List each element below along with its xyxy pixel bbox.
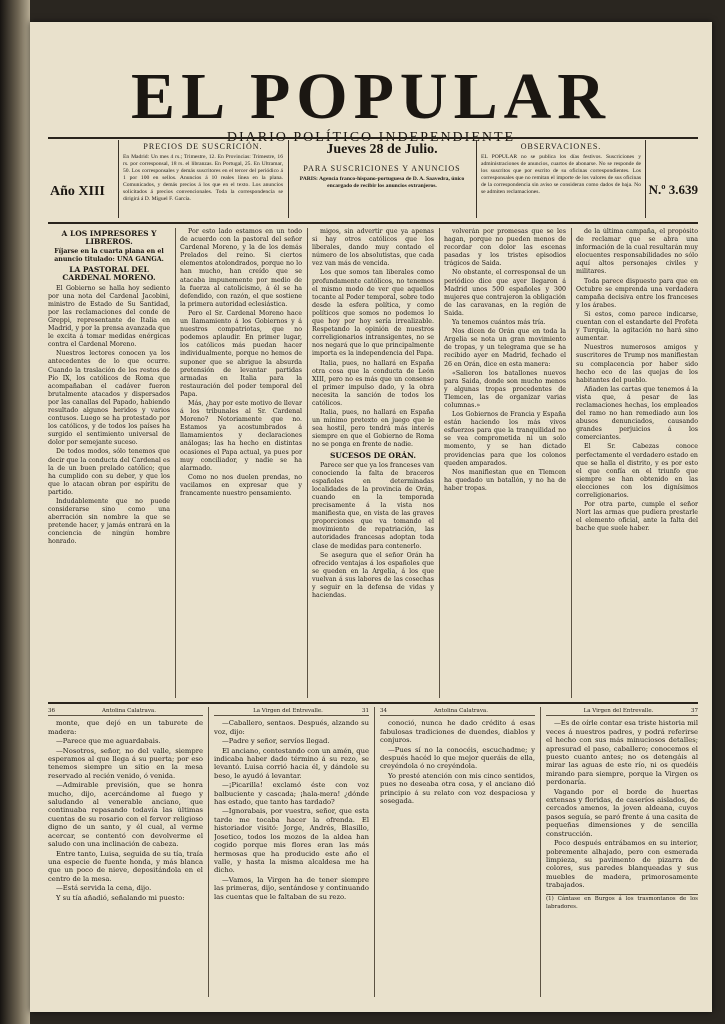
masthead bbox=[30, 62, 712, 146]
paragraph: —Ignorabais, por vuestra, señor, que esta tarde me tocaba hacer la ofrenda. El historiador visitó: Jorge, Andrés, Blasillo, Josetico, todos los mozos de la aldea han cogido porque mis flores eran las más hermosas que ha producido este año el valle, y hasta la misma alcaldesa me ha dicho. bbox=[214, 807, 369, 875]
paragraph: Italia, pues, no hallará en España otra cosa que la conducta de León XIII, pero no es más que un consenso el primer impulso dado, y la obra necesita la sanción de todos los católicos. bbox=[312, 359, 434, 407]
article-column-1 bbox=[48, 228, 170, 698]
paragraph: —¡Picarilla! exclamó éste con voz balbuciente y cascada; ¡hala-mera! ¿dónde has estado, que tanto has tardado? bbox=[214, 781, 369, 807]
paragraph: Yo presté atención con mis cinco sentidos, pues no deseaba otra cosa, y el anciano dió principio á su relato con voz despaciosa y sosegada. bbox=[380, 771, 535, 806]
paragraph: de la última campaña, el propósito de reclamar que se abra una información de la cual resultarán muy elocuentes responsabilidades no sólo aquí altos personajes civiles y militares. bbox=[576, 228, 698, 276]
paragraph: Por esto lado estamos en un todo de acuerdo con la pastoral del señor Cardenal Moreno, y la de los demás Prelados del reino. Si ciertos elementos atolondrados, porque no lo han mucho, han creído que se atacaba impunemente por medio de la fuerza al catolicismo, á él se ha defendido, con razón, el que sostiene la primera autoridad eclesiástica. bbox=[180, 228, 302, 308]
paragraph: Nuestros lectores conocen ya los antecedentes de lo que ocurre. Cuando la traslación de los restos de Pío IX, los católicos de Roma que acompañaban el cadáver fueron brutalmente atacados y dispersados por las canallas del Papado, habiendo resultado algunos heridos y varios contusos. Luego se ha protestado por los católicos, y de todos los países ha surgido el sentimiento universal de dolor por semejante suceso. bbox=[48, 350, 170, 447]
info-bar-rule bbox=[48, 222, 698, 224]
paragraph: —Admirable previsión, que se honra mucho, dijo, acercándome al fuego y saludando al venerable anciano, que continuaba repasando todavía las últimas cuentas de su rosario con el fervor religioso digno de un santo, y él cual, al verme acercar, se contentó con devolverme el saludo con una inclinación de cabeza. bbox=[48, 781, 203, 849]
paragraph: No obstante, el corresponsal de un periódico dice que ayer llegaron á Madrid unos 500 españoles y 300 mujeres que contrajeron la obligación de las caravanas, en la región de Saida. bbox=[444, 269, 566, 317]
paragraph: volverán por promesas que se les hagan, porque no pueden menos de recordar con dolor las escenas pasadas y los tristes episodios trágicos de Saida. bbox=[444, 228, 566, 268]
column-subheading: Fíjarse en la cuarta plana en el anuncio titulado: UNA GANGA. bbox=[54, 248, 164, 264]
folletin-page-number: 36 bbox=[48, 708, 55, 714]
newspaper-title: EL POPULAR bbox=[131, 60, 611, 133]
paragraph: —Parece que me aguardabais. bbox=[56, 737, 161, 746]
subscription-prices-title: PRECIOS DE SUSCRICIÓN. bbox=[143, 142, 263, 151]
article-columns bbox=[48, 228, 698, 698]
folletin-running-title: Antolina Calatrava. bbox=[102, 708, 156, 714]
folletin-header bbox=[48, 707, 203, 716]
paragraph: —Es de oírle contar esa triste historia mil veces á nuestros padres, y podrá referirse el hecho con sus más minuciosos detalles; apresurad el paso, caballero; conocemos el puesto cuanto antes; no os detengáis al mirar las aguas de este río, ni os quedéis mirando para siempre, porque la Virgen os perdonaría. bbox=[546, 719, 698, 787]
paragraph: monte, que dejó en un taburete de madera: bbox=[48, 719, 203, 736]
paragraph: Por otra parte, cumple el señor Nort las armas que pudiera prestarle el elemento oficial, ante la falta del bache que suele haber. bbox=[576, 501, 698, 533]
date-box bbox=[288, 140, 475, 218]
column-divider bbox=[208, 707, 209, 997]
column-heading-2: LA PASTORAL DEL CARDENAL MORENO. bbox=[62, 265, 156, 283]
paragraph: Entre tanto, Luisa, seguida de su tía, traía una especie de fuente honda, y más blanca que un poco de nieve, depositándola en el centro de la mesa. bbox=[48, 849, 203, 883]
folletin-column-1 bbox=[48, 707, 203, 997]
folletin-page-number: 34 bbox=[380, 708, 387, 714]
column-divider bbox=[175, 228, 176, 698]
observations-title: OBSERVACIONES. bbox=[520, 142, 602, 151]
paragraph: Poco después entrábamos en su interior, pobremente alhajado, pero con esmerada limpieza, su pavimento de pizarra de colores, sus paredes blanqueadas y sus muebles de madera, primorosamente trabajados. bbox=[546, 839, 698, 890]
paragraph: El Sr. Cabezas conoce perfectamente el verdadero estado en que se halla el distrito, y es por esto el que confía en el triunfo que siempre se han obtenido en las elecciones con los dignísimos correligionarios. bbox=[576, 443, 698, 499]
folletin-column-3 bbox=[380, 707, 535, 997]
column-divider bbox=[540, 707, 541, 997]
column-heading-2: SUCESOS DE ORÁN. bbox=[329, 450, 417, 460]
column-divider bbox=[307, 228, 308, 698]
advertising-text: PARIS: Agencia franco-hispano-portuguesa de D. A. Saavedra, único encargado de recibir los anuncios extranjeros. bbox=[299, 176, 465, 189]
paragraph: Más, ¿hay por este motivo de llevar á los tribunales al Sr. Cardenal Moreno? Notoriamente que no. Estamos ya acostumbrados á llamamientos y declaraciones análogas; las ha hecho en distintas ocasiones el Papa actual, ya pues por muy conciliador, y nadie se ha alarmado. bbox=[180, 399, 302, 472]
folletin-running-title: La Virgen del Entrevalle. bbox=[253, 708, 323, 714]
article-column-2 bbox=[180, 228, 302, 698]
paragraph: Como no nos duelen prendas, no vacilamos en expresar que y francamente nuestro pensamiento. bbox=[180, 473, 302, 497]
column-divider bbox=[439, 228, 440, 698]
paragraph: —Nosotros, señor, no del valle, siempre esperamos al que llega á su puerta; por eso tenemos siempre un sitio en la mesa reservado al recién venido, ó venida. bbox=[48, 746, 203, 780]
paragraph: Nos dicen de Orán que en toda la Argelia se nota un gran movimiento de tropas, y un telegrama que se ha recibido ayer en Madrid, fechado el 26 en Orán, dice en esta manera: bbox=[444, 328, 566, 368]
folletin-page-number: 31 bbox=[361, 708, 369, 714]
newspaper-page bbox=[30, 22, 712, 1012]
advertising-title: PARA SUSCRICIONES Y ANUNCIOS bbox=[303, 164, 461, 173]
paragraph: De todos modos, sólo tenemos que decir que la conducta del Cardenal es la de un buen prelado católico; que ha cumplido con su deber, y que los que lo atacan obran por espíritu de partido. bbox=[48, 448, 170, 496]
paragraph: El Gobierno se halla hoy sediento por una nota del Cardenal Jacobini, ministro de Estado de Su Santidad, por las reclamaciones del conde de Greppi, representante de Italia en Madrid, y por la prensa avanzada que le excita á tomar medidas enérgicas contra el Cardenal Moreno. bbox=[48, 284, 170, 349]
paragraph: Toda parece dispuesto para que en Octubre se emprenda una verdadera campaña decisiva entre los franceses y los árabes. bbox=[576, 277, 698, 309]
paragraph: conoció, nunca he dado crédito á esas fabulosas tradiciones de duendes, diablos y conjuros. bbox=[380, 719, 535, 745]
paragraph: Y su tía añadió, señalando mi puesto: bbox=[56, 893, 185, 902]
paragraph: «Salieron los batallones nuevos para Saida, donde son mucho menos y algunas tropas procedentes de Tlemcen, las de organizar varias columnas.» bbox=[444, 369, 566, 409]
paragraph: Nos manifiestan que en Tlemcen ha quedado un batallón, y no ha de haber tropas. bbox=[444, 468, 566, 492]
article-column-5 bbox=[576, 228, 698, 698]
year-label: Año XIII bbox=[50, 184, 105, 199]
folletin-running-title: Antolina Calatrava. bbox=[434, 708, 488, 714]
folletin-page-number: 37 bbox=[690, 708, 698, 714]
folletin-section bbox=[48, 707, 698, 1007]
article-column-3 bbox=[312, 228, 434, 698]
paragraph: —Padre y señor, servíos llegad. bbox=[222, 737, 330, 746]
paragraph: —Pues sí no la conocéis, escuchadme; y después hacéd lo que mejor queráis de ella, creyéndola ó no creyéndola. bbox=[380, 745, 535, 771]
paragraph: Los que somos tan liberales como profundamente católicos, no tenemos el mismo modo de ver que aquellos tocante al Poder temporal, sobre todo desde la esfera política, y como políticos que somos no podemos lo que hoy por hoy sería irrealizable. Respetando la opinión de nuestros correligionarios intransigentes, no se nos negará que lo que principalmente importa es la independencia del Papa. bbox=[312, 269, 434, 358]
paragraph: —Está servida la cena, dijo. bbox=[56, 884, 152, 893]
folletin-header bbox=[214, 707, 369, 716]
folletin-rule bbox=[48, 702, 698, 704]
observations-text: EL POPULAR no se publica los días festivos. Suscriciones y administraciones de anuncios, cuartos de abonarse. No se responde de los suscritos que por escrito de su oficinas correspondientes. Los corresponsales que no remitan el importe de los valores de sus oficinas de la correspondencia sin aviso se consideran como dados de baja. No se admiten reclamaciones. bbox=[481, 154, 641, 195]
paragraph: —Vamos, la Virgen ha de tener siempre las primeras, dijo, sentándose y continuando las cuentas que le faltaban de su rezo. bbox=[214, 875, 369, 901]
column-divider bbox=[571, 228, 572, 698]
column-heading: A LOS IMPRESORES Y LIBREROS. bbox=[61, 229, 157, 247]
paragraph: Los Gobiernos de Francia y España están haciendo los más vivos esfuerzos para que la tranquilidad no se vea comprometida ni un solo momento, y se han dictado providencias para que los colonos queden amparados. bbox=[444, 411, 566, 467]
subscription-prices-box bbox=[118, 140, 287, 218]
folletin-running-title: La Virgen del Entrevalle. bbox=[583, 708, 654, 714]
issue-date: Jueves 28 de Julio. bbox=[326, 142, 438, 157]
paragraph: Indudablemente que no puede considerarse sino como una aberración sin nombre la que se pretende hacer, y jamás entrará en la conciencia de ningún hombre honrado. bbox=[48, 498, 170, 546]
footnote: (1) Cántase en Burgos á los trasmontanos de los labradores. bbox=[546, 895, 698, 910]
column-divider bbox=[374, 707, 375, 997]
paragraph: Ya tenemos cuántos más tría. bbox=[452, 319, 546, 327]
folletin-column-4 bbox=[546, 707, 698, 997]
book-spine bbox=[0, 0, 30, 1024]
masthead-rule bbox=[48, 137, 698, 139]
paragraph: El anciano, contestando con un amén, que indicaba haber dado término á su rezo, se levantó. Luisa corrió hacia él, y dándole su beso, le ayudó á levantar. bbox=[214, 746, 369, 780]
paragraph: Si estos, como parece indicarse, cuentan con el estandarte del Profeta y Turquía, la agitación no hará sino aumentar. bbox=[576, 310, 698, 343]
newspaper-subtitle: DIARIO POLÍTICO INDEPENDIENTE bbox=[226, 130, 516, 145]
issue-number: N.º 3.639 bbox=[648, 182, 698, 197]
folletin-header bbox=[546, 707, 698, 716]
paragraph: Italia, pues, no hallará en España un mínimo pretexto en juego que le sea hostil, pero tendrá más interés siempre en que el Gobierno de Roma no se ponga en frente de nadie. bbox=[312, 409, 434, 449]
folletin-header bbox=[380, 707, 535, 716]
info-bar bbox=[48, 140, 698, 220]
paragraph: Se asegura que el señor Orán ha ofrecido ventajas á los españoles que se queden en la Argelia, á los que vuelvan á sus labores de las cosechas y seguir en la defensa de vidas y haciendas. bbox=[312, 551, 434, 600]
subscription-prices-text: En Madrid: Un mes 4 rs.; Trimestre, 12. En Provincias: Trimestre, 16 rs. por corresponsal, 18 rs. el libranzas. En Portugal, 25. En Ultramar, 50. Los corresponsales y demás suscritores en el tercer del periódico á 1 por 100 en sellos. Anuncios á 10 reales línea en la plana. Comunicados, y demás precios á los que en el texto. Los anuncios solicitados á precios convencionales. Toda la correspondencia se dirigirá á D. Miguel F. García. bbox=[123, 154, 283, 202]
article-column-4 bbox=[444, 228, 566, 698]
paragraph: Añaden las cartas que tenemos á la vista que, á pesar de las reclamaciones hechas, los empleados del ramo no han remediado aun los abusos denunciados, causando grandes perjuicios á los comerciantes. bbox=[576, 385, 698, 442]
paragraph: Nuestros numerosos amigos y suscritores de Trump nos manifiestan su complacencia por haber sido hecho eco de las quejas de los habitantes del pueblo. bbox=[576, 344, 698, 384]
folletin-column-2 bbox=[214, 707, 369, 997]
paragraph: Pero el Sr. Cardenal Moreno hace un llamamiento á los Gobiernos y á nuestros compatriotas, que no podemos aplaudir. En primer lugar, los católicos más puedan hacer individualmente, porque no hemos de suponer que se abrigue la absurda pretensión de levantar partidas armadas en Italia para la restauración del poder temporal del Papa. bbox=[180, 309, 302, 398]
paragraph: Parece ser que ya los franceses van conociendo la falta de braceros españoles en determinadas localidades de la provincia de Orán, cuando en la temporada precisamente á la vista nos manifiesta que, en vista de las graves proporciones que va tomando el movimiento de repatriación, las autoridades francesas adoptan toda clase de medidas para contenerlo. bbox=[312, 461, 434, 550]
paragraph: Vagando por el borde de huertas extensas y floridas, de caseríos aislados, de cercados amenos, la joven aldeana, cuyos pasos seguía, se paró frente á una casita de pequeñas dimensiones y de sencilla construcción. bbox=[546, 787, 698, 838]
paragraph: —Caballero, sentaos. Después, alzando su voz, dijo: bbox=[214, 719, 369, 736]
paragraph: migos, sin advertir que ya apenas si hay otros católicos que los liberales, dando muy contado el número de los absolutistas, que cada vez van más de vencida. bbox=[312, 228, 434, 268]
observations-box bbox=[476, 140, 646, 218]
